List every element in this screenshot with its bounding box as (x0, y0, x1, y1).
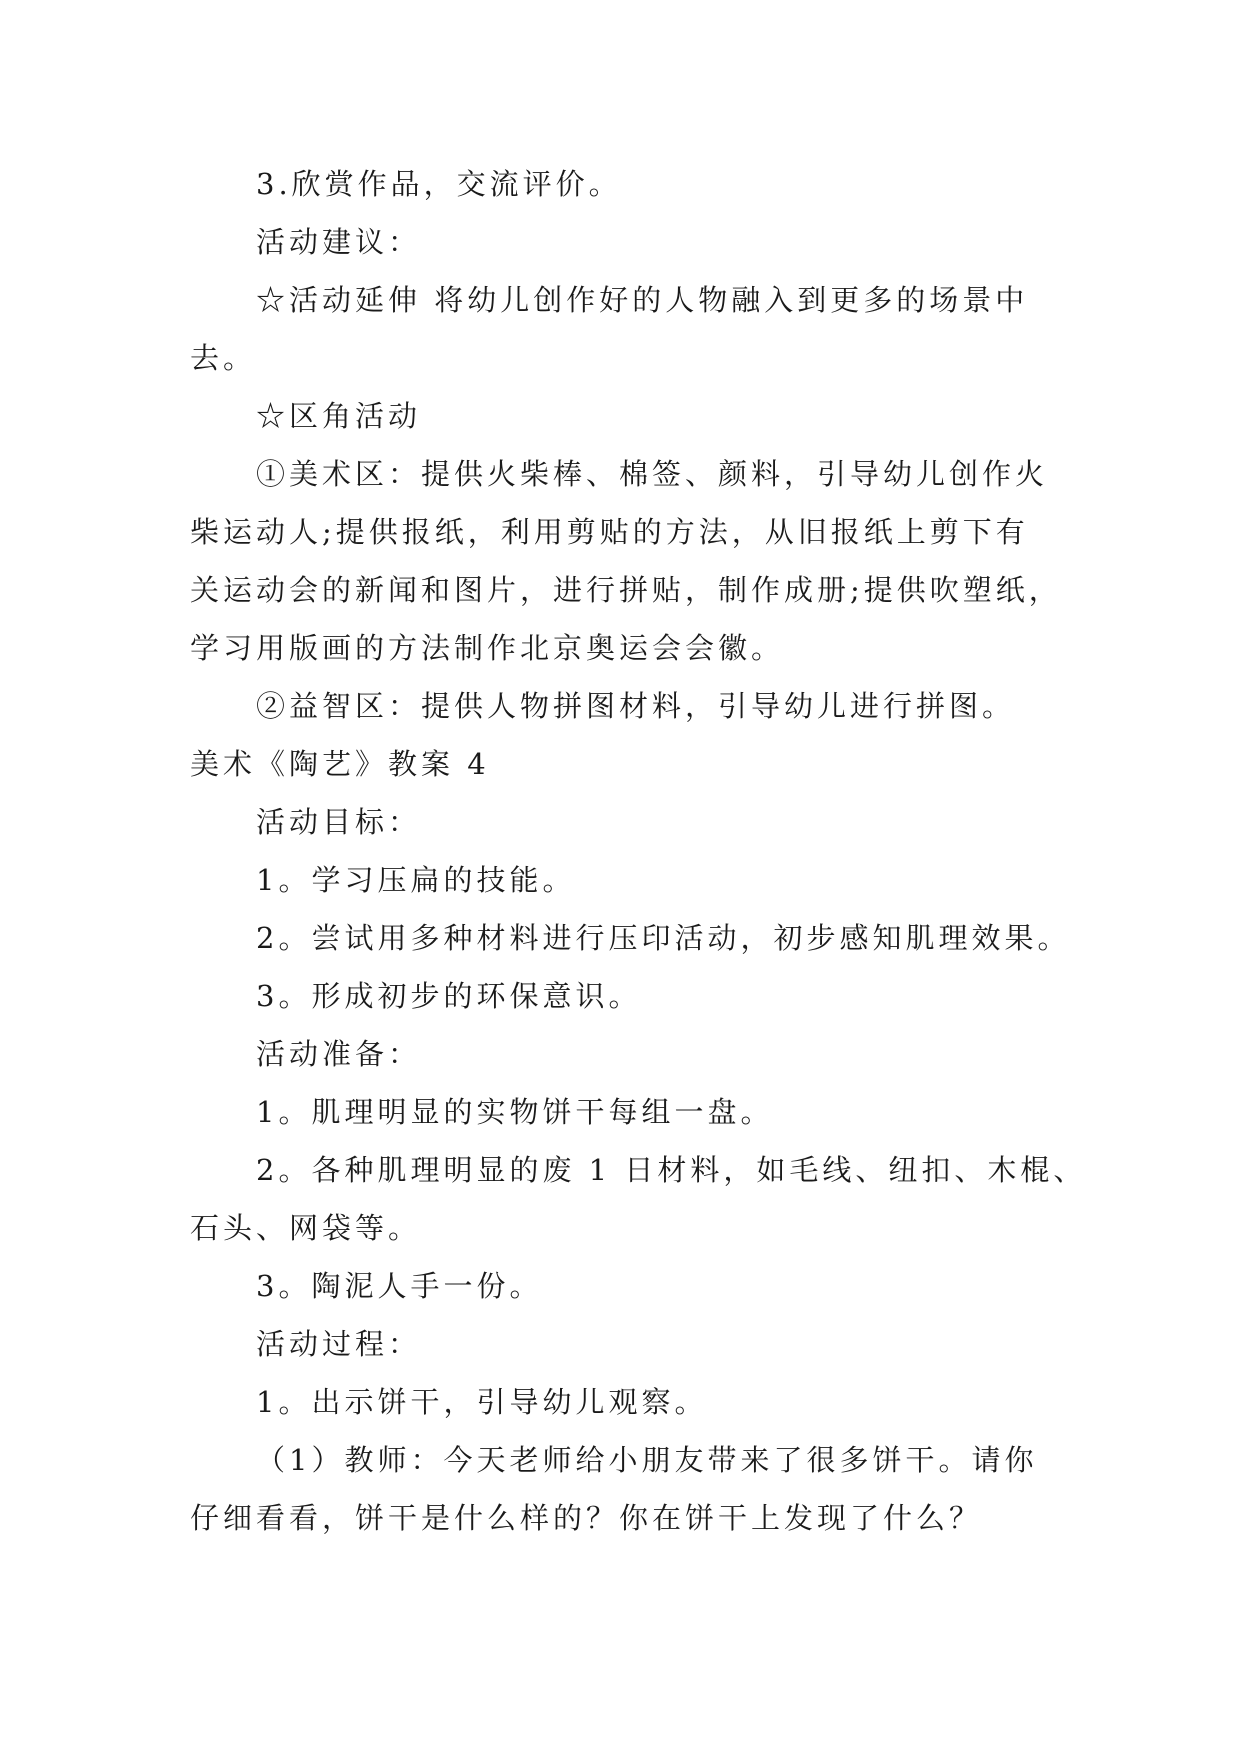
document-title: 美术《陶艺》教案 4 (190, 747, 490, 781)
paragraph-line: （1）教师：今天老师给小朋友带来了很多饼干。请你 (256, 1443, 1038, 1477)
list-item: 2。各种肌理明显的废 1 日材料，如毛线、纽扣、木棍、 (256, 1153, 1087, 1187)
list-item: 2。尝试用多种材料进行压印活动，初步感知肌理效果。 (256, 921, 1071, 955)
paragraph-line: ☆活动延伸 将幼儿创作好的人物融入到更多的场景中 (256, 283, 1029, 317)
document-body (190, 155, 1087, 1547)
paragraph-line: ①美术区：提供火柴棒、棉签、颜料，引导幼儿创作火 (256, 457, 1049, 491)
paragraph-line: 去。 (190, 341, 257, 375)
paragraph-line: 仔细看看，饼干是什么样的？你在饼干上发现了什么？ (190, 1501, 983, 1535)
section-heading: 活动准备： (256, 1037, 422, 1071)
section-heading: 活动过程： (256, 1327, 422, 1361)
section-heading: 活动目标： (256, 805, 422, 839)
list-item: 1。肌理明显的实物饼干每组一盘。 (256, 1095, 774, 1129)
paragraph-line: 石头、网袋等。 (190, 1211, 422, 1245)
paragraph-line: 关运动会的新闻和图片，进行拼贴，制作成册;提供吹塑纸， (190, 573, 1062, 607)
list-item: 1。出示饼干，引导幼儿观察。 (256, 1385, 708, 1419)
list-item: 3。形成初步的环保意识。 (256, 979, 642, 1013)
list-item: 1。学习压扁的技能。 (256, 863, 576, 897)
section-heading: 活动建议： (256, 225, 422, 259)
paragraph-line: ②益智区：提供人物拼图材料，引导幼儿进行拼图。 (256, 689, 1016, 723)
paragraph-line: 柴运动人;提供报纸，利用剪贴的方法，从旧报纸上剪下有 (190, 515, 1029, 549)
paragraph-line: 3.欣赏作品，交流评价。 (256, 167, 622, 201)
paragraph-line: ☆区角活动 (256, 399, 422, 433)
paragraph-line: 学习用版画的方法制作北京奥运会会徽。 (190, 631, 785, 665)
list-item: 3。陶泥人手一份。 (256, 1269, 543, 1303)
